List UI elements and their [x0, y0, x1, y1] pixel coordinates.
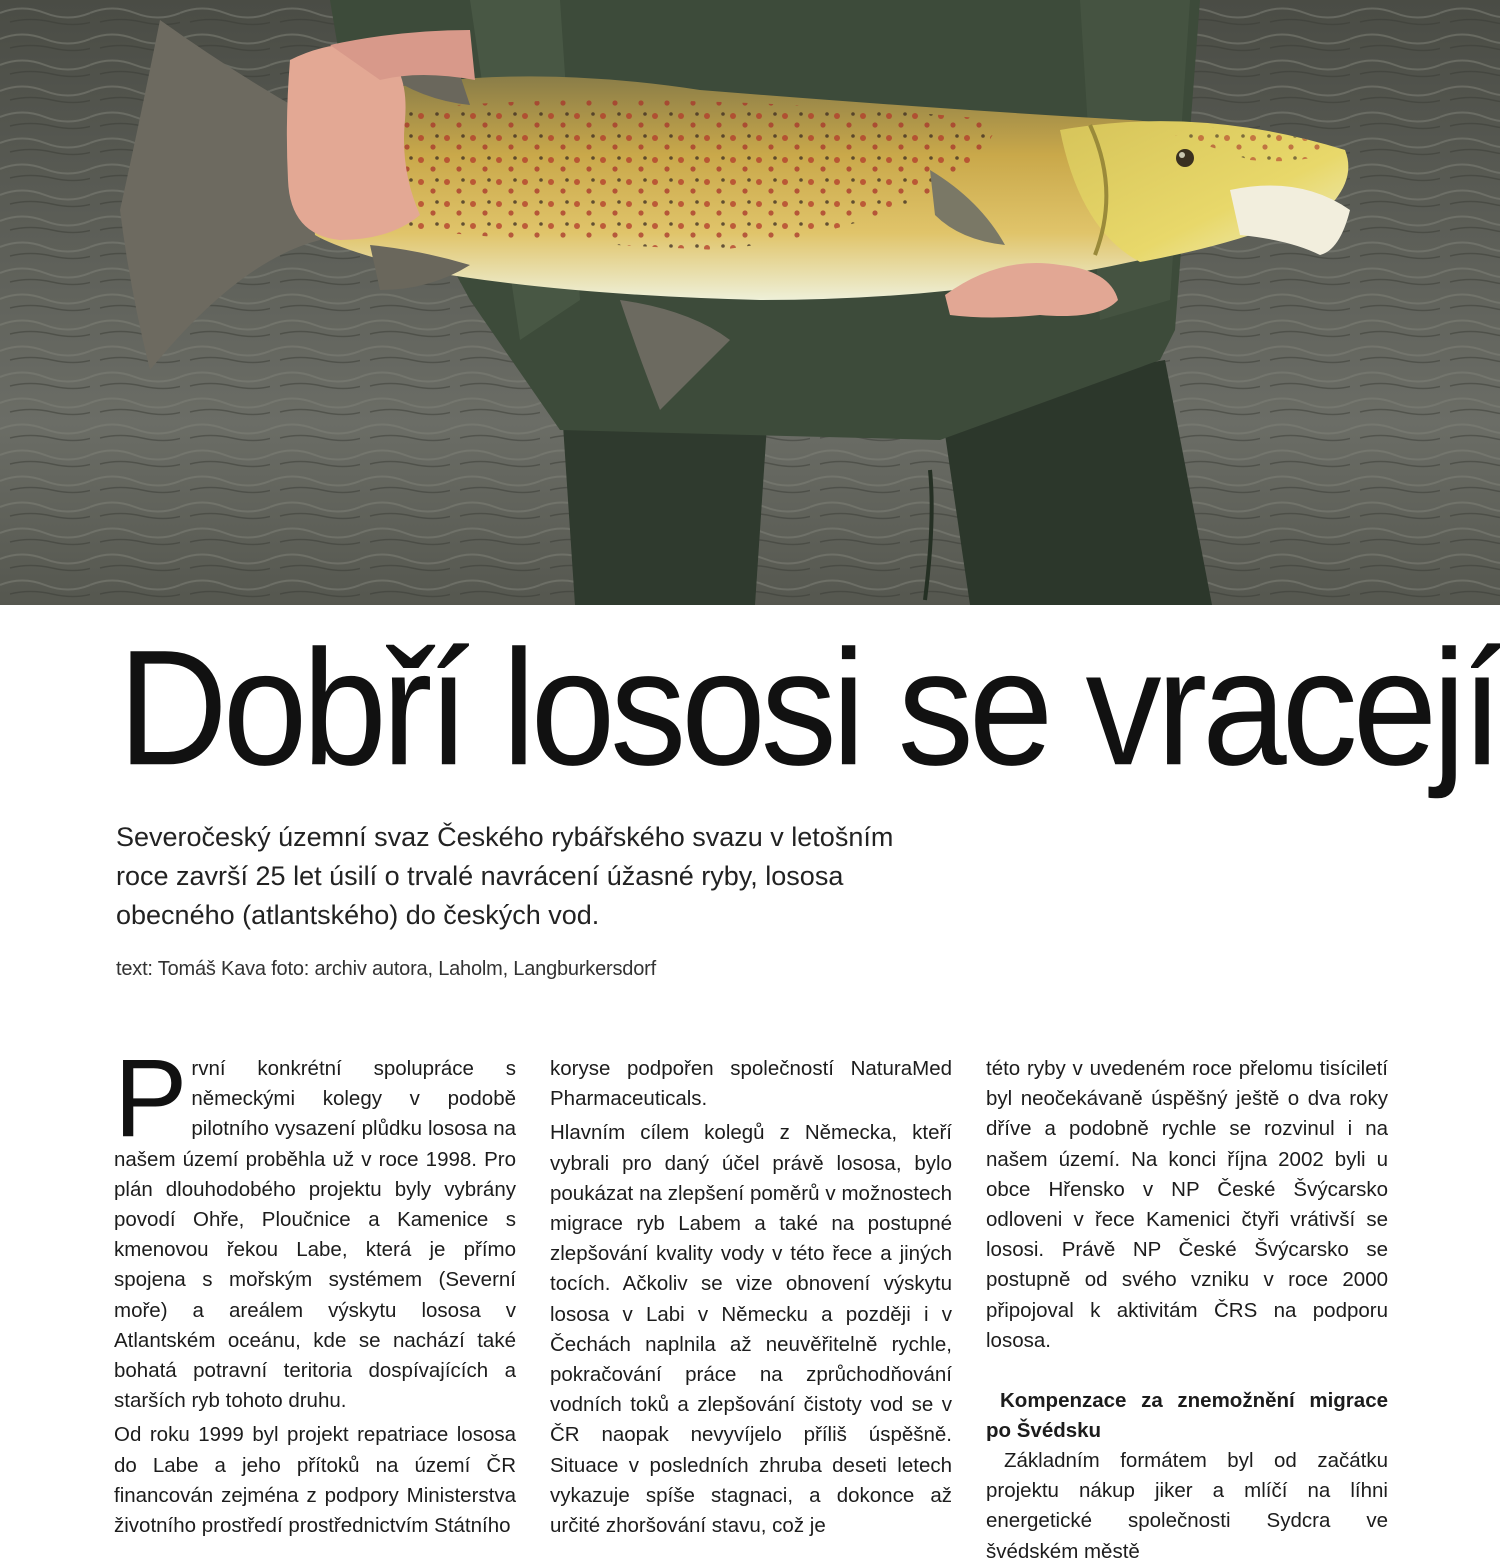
paragraph: této ryby v uvedeném roce přelomu tisíciletí byl neočekávaně úspěšný ještě o dva roky dříve a podobně rychle se rozvinul i na našem území. Na konci října 2002 byli u obce Hřensko v NP České Švýcarsko odloveni v řece Kamenici čtyři vrátivší se lososi. Právě NP České Švýcarsko se postupně od svého vzniku v roce 2000 připojoval k aktivitám ČRS na podporu lososa.: [986, 1057, 1388, 1352]
article-lead: Severočeský územní svaz Českého rybářského svazu v letošním roce završí 25 let úsilí o trvalé navrácení úžasné ryby, lososa obecného (atlantského) do českých vod.: [116, 822, 894, 930]
paragraph: koryse podpořen společností NaturaMed Pharmaceuticals.: [550, 1057, 952, 1111]
paragraph: Základním formátem byl od začátku projektu nákup jiker a mlíčí na líhni energetické společnosti Sydcra ve švédském městě: [986, 1449, 1388, 1563]
salmon-photo-illustration: [0, 0, 1500, 605]
body-column-1: [114, 1037, 516, 1538]
article-credit: text: Tomáš Kava foto: archiv autora, Laholm, Langburkersdorf: [116, 958, 656, 980]
paragraph: [114, 1037, 516, 1416]
fish-eye: [1176, 149, 1194, 167]
body-column-2: [550, 1054, 952, 1538]
body-column-3: [986, 1054, 1388, 1563]
hero-photo: [0, 0, 1500, 605]
paragraph: Hlavním cílem kolegů z Německa, kteří vybrali pro daný účel právě lososa, bylo poukázat na zlepšení poměrů v možnostech migrace ryb Labem a také na postupné zlepšování kvality vody v této řece a jiných tocích. Ačkoliv se vize obnovení výskytu lososa v Labi v Německu a později i v Čechách naplnila až neuvěřitelně rychle, pokračování práce na zprůchodňování vodních toků a zlepšování čistoty vod se v ČR naopak nevyvíjelo příliš úspěšně. Situace v posledních zhruba deseti letech vykazuje spíše stagnaci, a dokonce až určité zhoršování stavu, což je: [550, 1121, 952, 1538]
section-subheading: Kompenzace za znemožnění migrace po Švédsku: [986, 1389, 1388, 1443]
article-title: Dobří lososi se vracejí: [118, 616, 1499, 800]
paragraph: Od roku 1999 byl projekt repatriace lososa do Labe a jeho přítoků na území ČR financován zejména z podpory Ministerstva životního prostředí prostřednictvím Státního: [114, 1423, 516, 1538]
drop-cap: P: [114, 1037, 186, 1160]
paragraph-text: rvní konkrétní spolupráce s německými kolegy v podobě pilotního vysazení plůdku lososa na našem území proběhla už v roce 1998. Pro plán dlouhodobého projektu byly vybrány povodí Ohře, Ploučnice a Kamenice s kmenovou řekou Labe, která je přímo spojena s mořským systémem (Severní moře) a areálem výskytu lososa v Atlantském oceánu, kde se nachází také bohatá potravní teritoria dospívajících a starších ryb tohoto druhu.: [114, 1057, 516, 1413]
